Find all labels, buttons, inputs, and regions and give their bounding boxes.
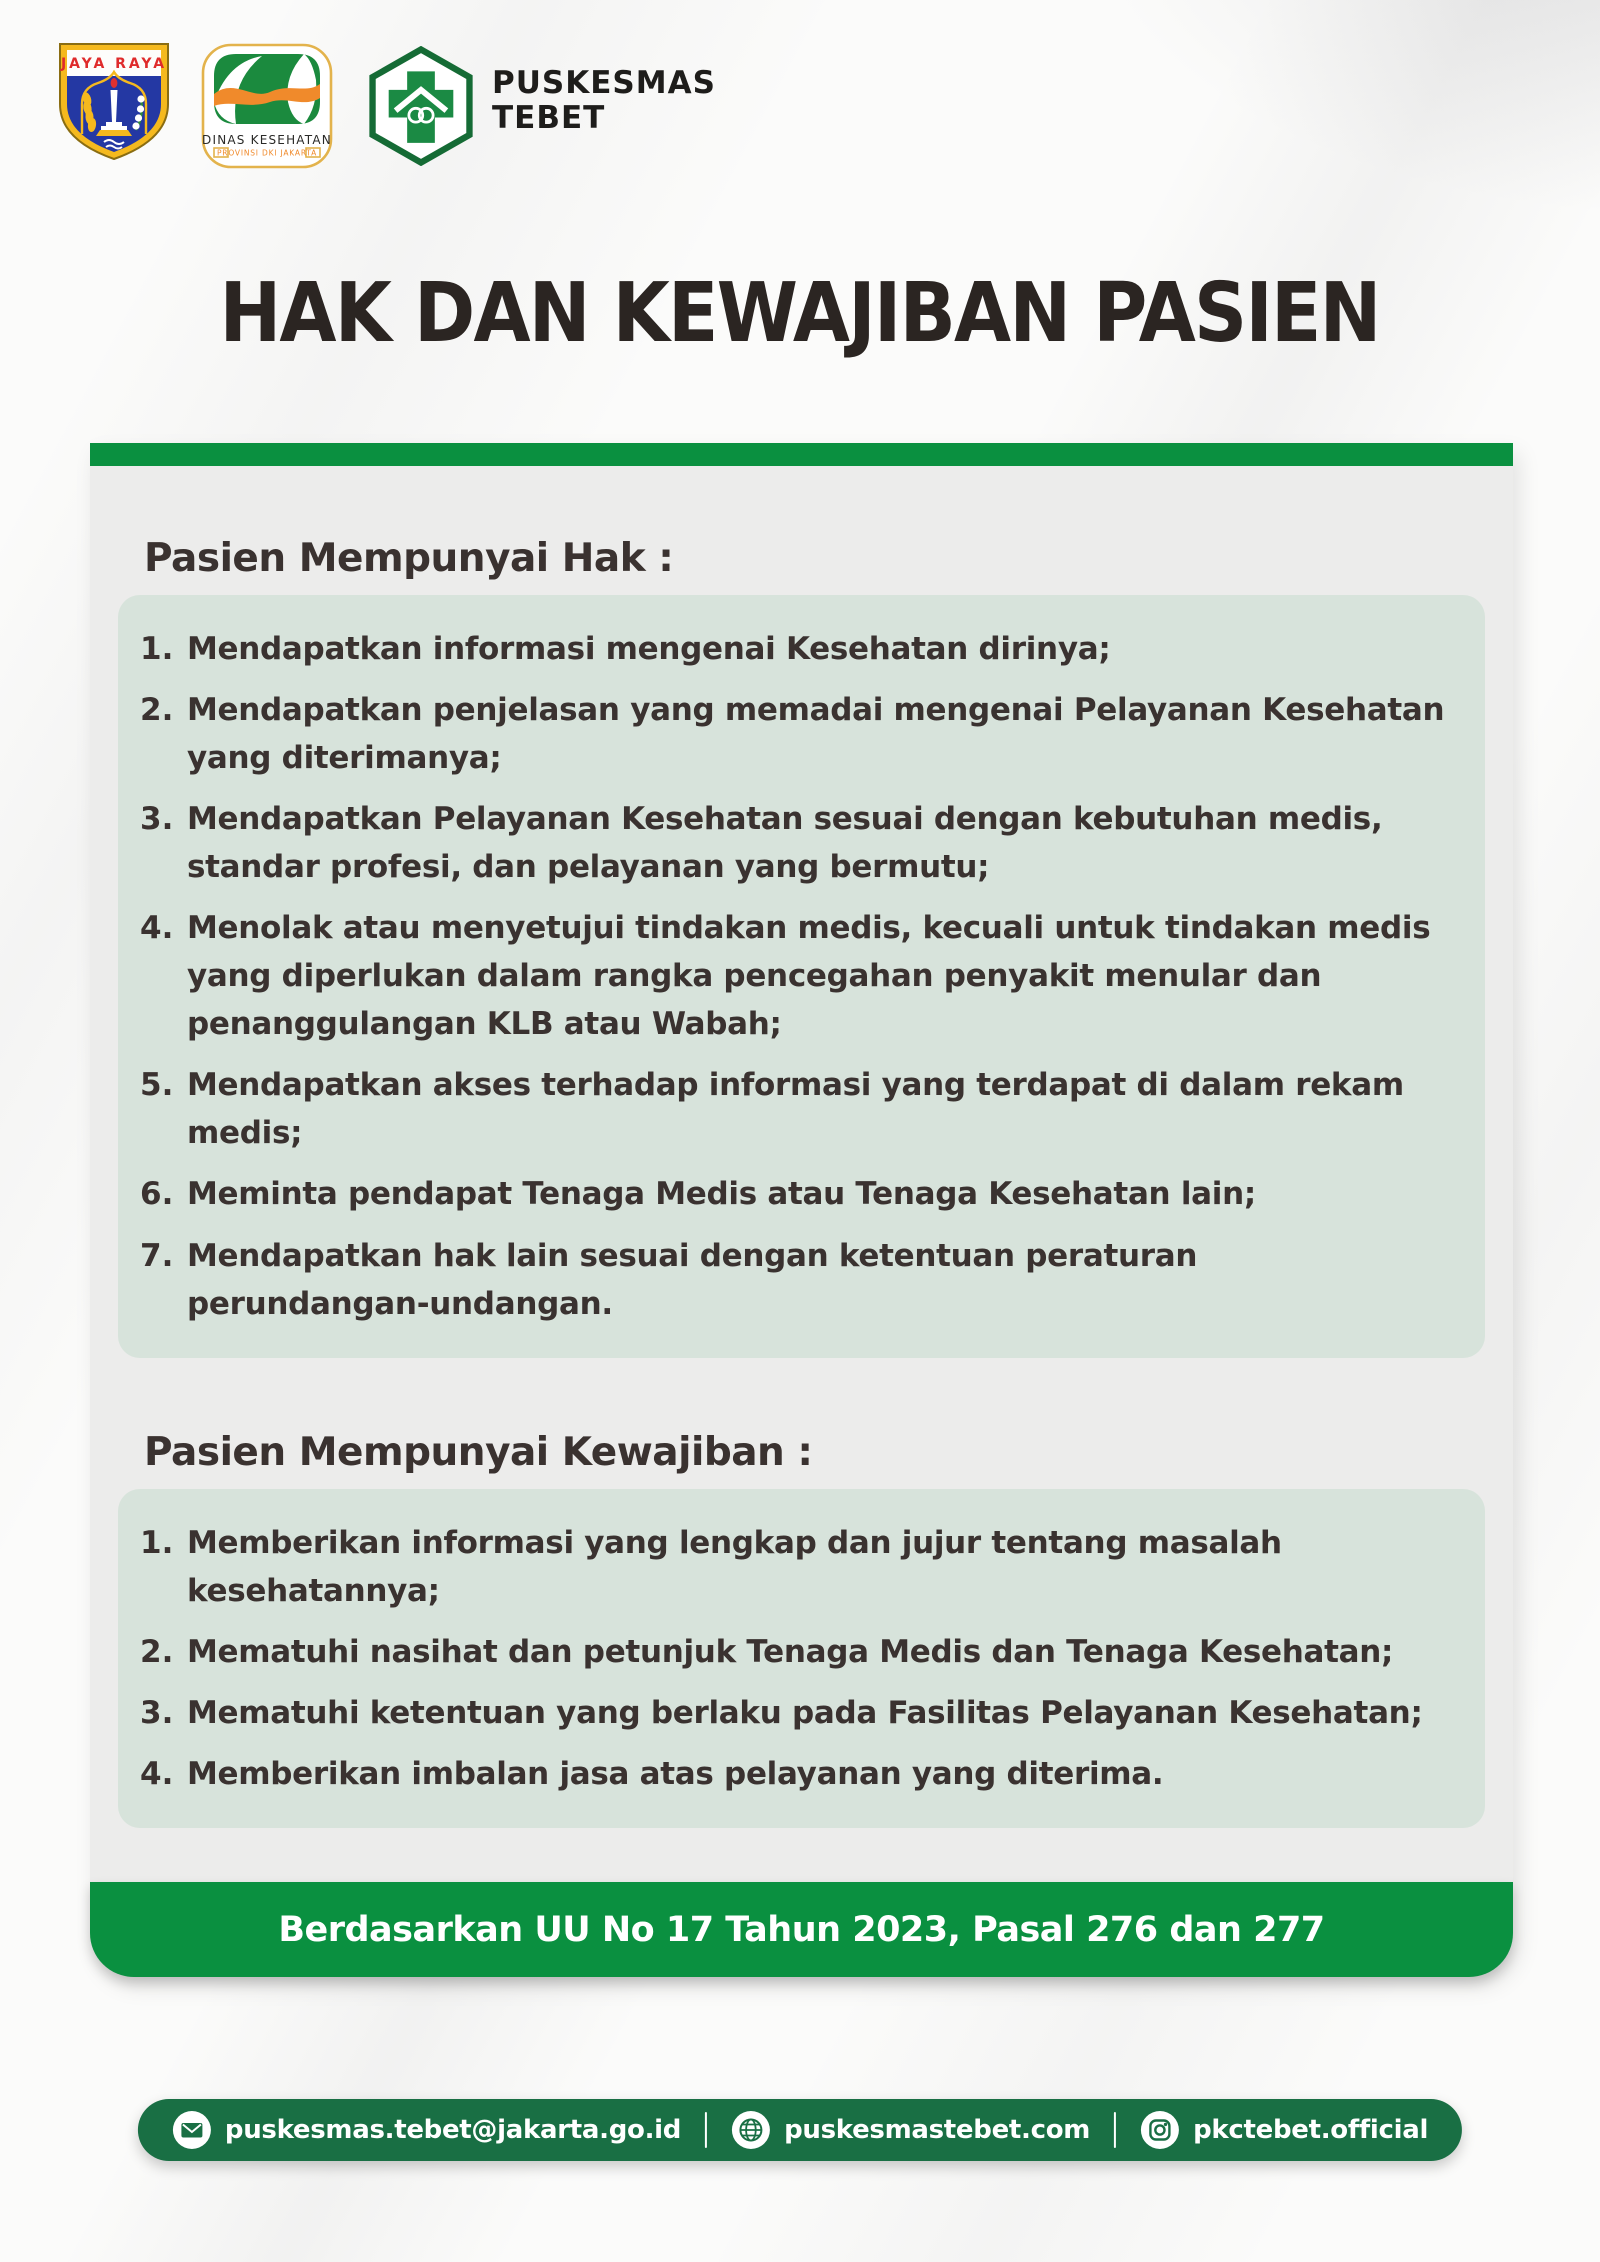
instagram-icon <box>1140 2110 1180 2150</box>
item-number: 3. <box>140 1694 174 1731</box>
item-text: Mematuhi ketentuan yang berlaku pada Fasilitas Pelayanan Kesehatan; <box>187 1694 1423 1731</box>
item-number: 2. <box>140 692 174 729</box>
item-number: 6. <box>140 1176 174 1213</box>
list-item <box>140 904 1447 1048</box>
puskesmas-logo-icon <box>363 46 479 166</box>
divider <box>705 2112 707 2148</box>
item-text: Mendapatkan informasi mengenai Kesehatan dirinya; <box>187 631 1111 667</box>
dinkes-name: DINAS KESEHATAN <box>202 133 332 147</box>
dinkes-logo <box>200 42 334 170</box>
obligations-heading: Pasien Mempunyai Kewajiban : <box>144 1429 813 1475</box>
jakarta-motto: JAYA RAYA <box>60 56 168 72</box>
list-item <box>140 1689 1447 1737</box>
contact-bar <box>138 2099 1462 2161</box>
puskesmas-name-line1: PUSKESMAS <box>492 65 716 101</box>
item-number: 2. <box>140 1633 174 1670</box>
divider <box>1114 2112 1116 2148</box>
list-item <box>140 1628 1447 1676</box>
item-number: 1. <box>140 1524 174 1561</box>
globe-icon <box>731 2110 771 2150</box>
puskesmas-logo-text <box>492 66 716 136</box>
contact-instagram-text: pkctebet.official <box>1193 2115 1429 2145</box>
contact-email <box>172 2110 681 2150</box>
list-item <box>140 1061 1447 1157</box>
list-item <box>140 1170 1447 1218</box>
item-text: Mendapatkan penjelasan yang memadai mengenai Pelayanan Kesehatan yang diterimanya; <box>187 692 1445 777</box>
item-text: Memberikan imbalan jasa atas pelayanan yang diterima. <box>187 1755 1164 1792</box>
page-title: HAK DAN KEWAJIBAN PASIEN <box>219 266 1381 361</box>
contact-website <box>731 2110 1090 2150</box>
dinkes-subtitle: PROVINSI DKI JAKARTA <box>216 148 318 158</box>
item-text: Mendapatkan akses terhadap informasi yang terdapat di dalam rekam medis; <box>187 1067 1404 1152</box>
content-card <box>90 443 1513 1977</box>
obligations-list <box>118 1489 1485 1828</box>
list-item <box>140 795 1447 891</box>
item-text: Menolak atau menyetujui tindakan medis, kecuali untuk tindakan medis yang diperlukan dalam rangka pencegahan penyakit menular dan penanggulangan KLB atau Wabah; <box>187 910 1431 1043</box>
list-item <box>140 625 1447 673</box>
contact-email-text: puskesmas.tebet@jakarta.go.id <box>224 2115 682 2145</box>
item-text: Mendapatkan Pelayanan Kesehatan sesuai dengan kebutuhan medis, standar profesi, dan pelayanan yang bermutu; <box>187 801 1383 886</box>
contact-website-text: puskesmastebet.com <box>784 2115 1091 2145</box>
legal-basis-bar <box>90 1882 1513 1977</box>
rights-list <box>118 595 1485 1358</box>
item-number: 5. <box>140 1067 174 1104</box>
list-item <box>140 1232 1447 1328</box>
item-number: 1. <box>140 631 174 667</box>
card-body <box>90 466 1513 1828</box>
item-number: 4. <box>140 910 174 947</box>
item-text: Mendapatkan hak lain sesuai dengan ketentuan peraturan perundangan-undangan. <box>187 1237 1198 1322</box>
legal-basis-text: Berdasarkan UU No 17 Tahun 2023, Pasal 276 dan 277 <box>278 1909 1325 1950</box>
list-item <box>140 1519 1447 1615</box>
item-number: 3. <box>140 801 174 838</box>
item-text: Mematuhi nasihat dan petunjuk Tenaga Medis dan Tenaga Kesehatan; <box>187 1633 1394 1670</box>
list-item <box>140 686 1447 782</box>
jakarta-coat-of-arms <box>52 38 176 162</box>
item-text: Memberikan informasi yang lengkap dan jujur tentang masalah kesehatannya; <box>187 1524 1282 1609</box>
rights-heading: Pasien Mempunyai Hak : <box>144 536 674 581</box>
mail-icon <box>172 2110 212 2150</box>
item-text: Meminta pendapat Tenaga Medis atau Tenaga Kesehatan lain; <box>187 1176 1256 1213</box>
card-top-bar <box>90 443 1513 466</box>
list-item <box>140 1750 1447 1798</box>
item-number: 4. <box>140 1755 174 1792</box>
puskesmas-name-line2: TEBET <box>492 100 606 137</box>
item-number: 7. <box>140 1237 174 1274</box>
contact-instagram <box>1140 2110 1428 2150</box>
